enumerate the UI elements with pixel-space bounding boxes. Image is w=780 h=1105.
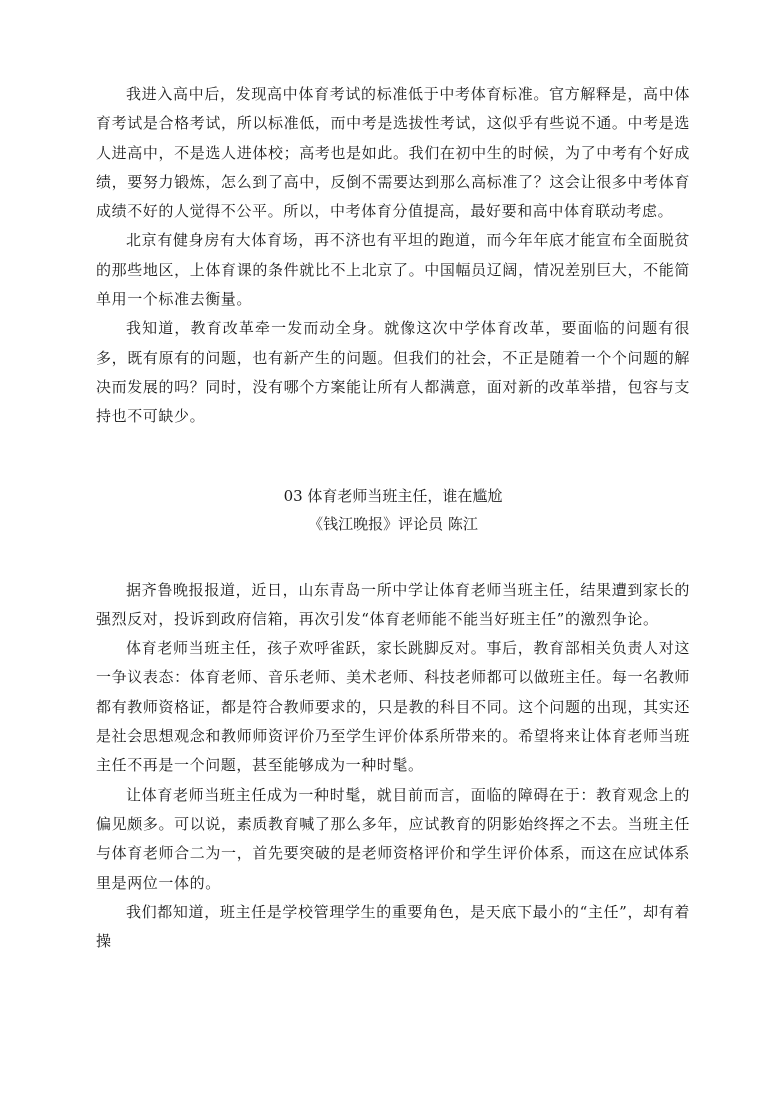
- paragraph: 体育老师当班主任，孩子欢呼雀跃，家长跳脚反对。事后，教育部相关负责人对这一争议表态：体育老师、音乐老师、美术老师、科技老师都可以做班主任。每一名教师都有教师资格证，都是符合教师要求的，只是教的科目不同。这个问题的出现，其实还是社会思想观念和教师师资评价乃至学生评价体系所带来的。希望将来让体育老师当班主任不再是一个问题，甚至能够成为一种时髦。: [96, 639, 690, 775]
- article-body: [96, 576, 690, 957]
- article-byline: 《钱江晚报》评论员 陈江: [308, 514, 478, 533]
- spacer: [96, 538, 690, 576]
- document-page: [96, 80, 690, 956]
- article-title: 03 体育老师当班主任，谁在尴尬: [283, 486, 503, 505]
- spacer: [96, 432, 690, 482]
- paragraph: 据齐鲁晚报报道，近日，山东青岛一所中学让体育老师当班主任，结果遭到家长的强烈反对，投诉到政府信箱，再次引发“体育老师能不能当好班主任”的激烈争论。: [96, 580, 690, 628]
- paragraph: 我知道，教育改革牵一发而动全身。就像这次中学体育改革，要面临的问题有很多，既有原有的问题，也有新产生的问题。但我们的社会，不正是随着一个个问题的解决而发展的吗？同时，没有哪个方案能让所有人都满意，面对新的改革举措，包容与支持也不可缺少。: [96, 319, 690, 426]
- paragraph: 北京有健身房有大体育场，再不济也有平坦的跑道，而今年年底才能宣布全面脱贫的那些地区，上体育课的条件就比不上北京了。中国幅员辽阔，情况差别巨大，不能简单用一个标准去衡量。: [96, 231, 690, 309]
- paragraph: 让体育老师当班主任成为一种时髦，就目前而言，面临的障碍在于：教育观念上的偏见颇多。可以说，素质教育喊了那么多年，应试教育的阴影始终挥之不去。当班主任与体育老师合二为一，首先要突破的是老师资格评价和学生评价体系，而这在应试体系里是两位一体的。: [96, 785, 690, 892]
- section-top: [96, 80, 690, 432]
- paragraph: 我进入高中后，发现高中体育考试的标准低于中考体育标准。官方解释是，高中体育考试是合格考试，所以标准低，而中考是选拔性考试，这似乎有些说不通。中考是选人进高中，不是选人进体校；高考也是如此。我们在初中生的时候，为了中考有个好成绩，要努力锻炼，怎么到了高中，反倒不需要达到那么高标准了？这会让很多中考体育成绩不好的人觉得不公平。所以，中考体育分值提高，最好要和高中体育联动考虑。: [96, 85, 690, 221]
- paragraph: 我们都知道，班主任是学校管理学生的重要角色，是天底下最小的“主任”，却有着操: [96, 902, 690, 951]
- article-heading: [96, 482, 690, 538]
